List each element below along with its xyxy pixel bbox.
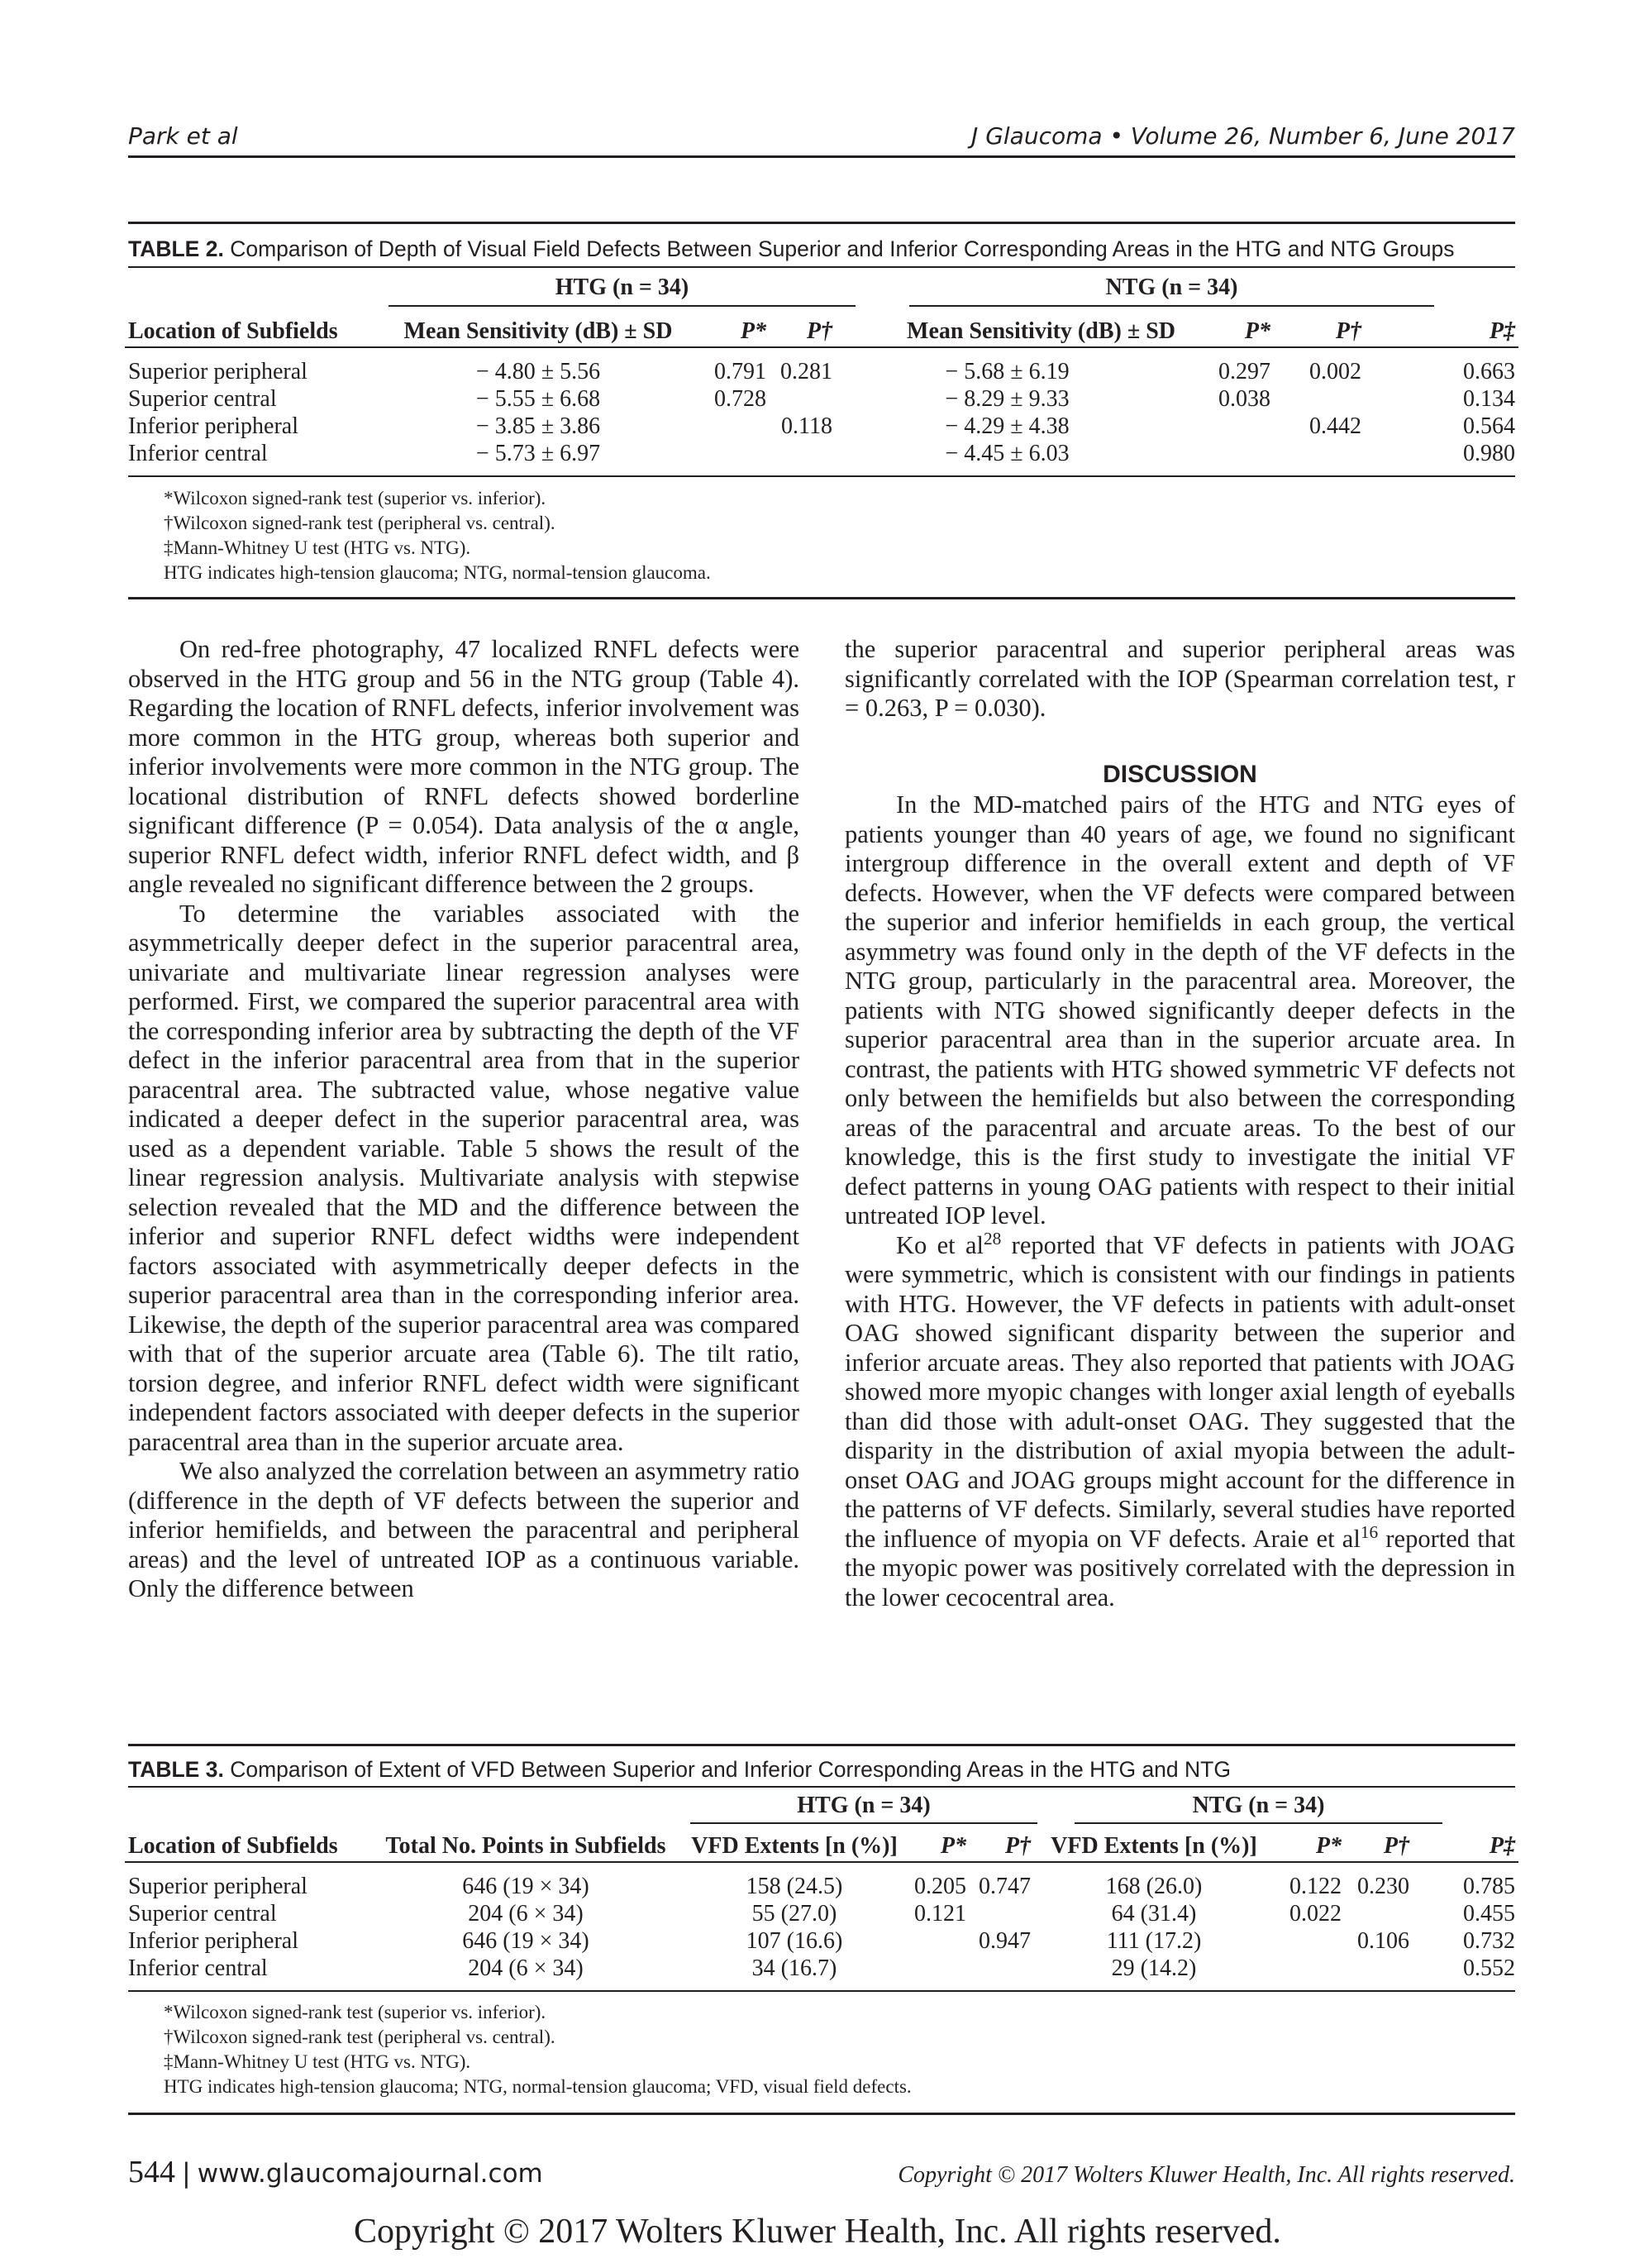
table3-header-p-ddagger: P‡ (1489, 1833, 1515, 1859)
right-column (845, 635, 1515, 1612)
running-head-author: Park et al (128, 122, 238, 150)
table3-header-vfd-ntg: VFD Extents [n (%)] (1051, 1833, 1257, 1859)
table-cell: Inferior peripheral (128, 1928, 298, 1954)
table-cell: − 5.68 ± 6.19 (945, 359, 1070, 384)
table-cell: 0.785 (1463, 1874, 1515, 1899)
table-cell: 204 (6 × 34) (468, 1955, 584, 1981)
table3-caption (128, 1756, 1515, 1783)
table-cell (1179, 413, 1274, 440)
table2-header-location: Location of Subfields (128, 318, 338, 344)
table-cell: 34 (16.7) (751, 1955, 837, 1981)
table2-group-htg: HTG (n = 34) (555, 275, 689, 300)
table-cell: 64 (31.4) (1111, 1901, 1197, 1927)
table2-header-mean-ntg: Mean Sensitivity (dB) ± SD (907, 318, 1175, 344)
text-run: Ko et al (896, 1230, 984, 1259)
table-row (125, 440, 1518, 467)
table2-footnote: †Wilcoxon signed-rank test (peripheral vs. central). (164, 513, 555, 533)
table-cell: 0.205 (914, 1874, 966, 1899)
table-cell: 0.947 (979, 1928, 1031, 1954)
table-cell: 107 (16.6) (746, 1928, 843, 1954)
table-cell: 0.230 (1357, 1874, 1409, 1899)
table-row (125, 1873, 1518, 1900)
table-cell (1274, 385, 1365, 413)
table-cell: 0.747 (979, 1874, 1031, 1899)
table-cell: 0.022 (1289, 1901, 1342, 1927)
table-cell: − 5.55 ± 6.68 (475, 386, 601, 412)
table2-footnote: *Wilcoxon signed-rank test (superior vs. inferior). (164, 488, 546, 509)
table-cell: 0.980 (1463, 441, 1515, 466)
table-cell: Superior peripheral (128, 1874, 307, 1899)
body-paragraph (845, 1228, 1515, 1613)
table-cell (770, 385, 836, 413)
table2-footnote: ‡Mann-Whitney U test (HTG vs. NTG). (164, 537, 471, 558)
page-footer (128, 2154, 543, 2187)
page-number: 544 (128, 2155, 175, 2189)
body-paragraph: On red-free photography, 47 localized RNFL defects were observed in the HTG group and 56 in the NTG group (Table 4). Regarding the location of RNFL defects, inferior involvement was more common in the HTG group, whereas both superior and inferior involvements were more common in the NTG group. The locational distribution of RNFL defects showed borderline significant difference (P = 0.054). Data analysis of the α angle, superior RNFL defect width, inferior RNFL defect width, and β angle revealed no significant difference between the 2 groups. (128, 635, 799, 898)
table-cell (1274, 1955, 1345, 1982)
table-cell: 0.297 (1218, 359, 1270, 384)
table-cell (1274, 440, 1365, 467)
table3-group-htg: HTG (n = 34) (797, 1793, 931, 1818)
table3-label: TABLE 3. (128, 1757, 224, 1782)
table2-header-p-dagger-ntg: P† (1335, 318, 1361, 344)
table2-group-ntg: NTG (n = 34) (1105, 275, 1238, 300)
running-head (128, 122, 1515, 155)
table3-footnotes (164, 2000, 1486, 2099)
table2 (125, 316, 1518, 467)
table-cell (770, 440, 836, 467)
table-cell: 0.118 (781, 413, 832, 439)
table-row (125, 385, 1518, 413)
table2-group-ntg-rule (909, 305, 1434, 307)
section-heading-discussion: DISCUSSION (1103, 760, 1257, 788)
table-cell: − 4.80 ± 5.56 (475, 359, 601, 384)
table-cell: 0.455 (1463, 1901, 1515, 1927)
table-row (125, 1900, 1518, 1927)
table2-caption (128, 236, 1515, 262)
body-paragraph: We also analyzed the correlation between an asymmetry ratio (difference in the depth of VF defects between the superior and inferior hemifields, and between the paracentral and peripheral areas) and the level of untreated IOP as a continuous variable. Only the difference between (128, 1457, 799, 1602)
table-cell: − 4.29 ± 4.38 (945, 413, 1070, 439)
table2-label: TABLE 2. (128, 236, 224, 261)
table2-top-rule (128, 222, 1515, 224)
footer-separator: | (182, 2157, 191, 2189)
table2-caption-text: Comparison of Depth of Visual Field Defects Between Superior and Inferior Corresponding Areas in the HTG and NTG Groups (230, 236, 1455, 261)
table2-body-rule (128, 475, 1515, 477)
table-cell: Superior central (128, 386, 277, 412)
table3-footnote: HTG indicates high-tension glaucoma; NTG, normal-tension glaucoma; VFD, visual field defects. (164, 2076, 912, 2097)
table2-header-p-ddagger: P‡ (1489, 318, 1515, 344)
table2-header-row (125, 316, 1518, 347)
table-cell: 168 (26.0) (1105, 1874, 1203, 1899)
table-cell: 0.281 (780, 359, 832, 384)
table-cell: 0.663 (1463, 359, 1515, 384)
table-cell: 29 (14.2) (1111, 1955, 1197, 1981)
table-cell: Superior central (128, 1901, 277, 1927)
table2-header-p-star-ntg: P* (1244, 318, 1270, 344)
table3-caption-rule (128, 1786, 1515, 1788)
table-cell (1274, 1927, 1345, 1955)
table3-body-rule (128, 1990, 1515, 1992)
table3-footnote: *Wilcoxon signed-rank test (superior vs. inferior). (164, 2002, 546, 2022)
table3-header-location: Location of Subfields (128, 1833, 338, 1859)
table-cell (1179, 440, 1274, 467)
table2-header-p-dagger-htg: P† (806, 318, 832, 344)
table-cell (970, 1900, 1034, 1927)
table-cell (1345, 1900, 1413, 1927)
table-cell: − 8.29 ± 9.33 (945, 386, 1070, 412)
footer-copyright: Copyright © 2017 Wolters Kluwer Health, Inc. All rights reserved. (898, 2162, 1515, 2188)
table3-group-htg-rule (690, 1822, 1037, 1824)
table-cell: 55 (27.0) (751, 1901, 837, 1927)
text-run: reported that the myopic power was positively correlated with the depression in the lower cecocentral area. (845, 1524, 1515, 1611)
bottom-copyright: Copyright © 2017 Wolters Kluwer Health, Inc. All rights reserved. (354, 2213, 1281, 2251)
table-cell: 0.791 (714, 359, 766, 384)
table3-top-rule (128, 1744, 1515, 1746)
table3-group-ntg: NTG (n = 34) (1192, 1793, 1325, 1818)
table3-header-vfd-htg: VFD Extents [n (%)] (691, 1833, 898, 1859)
running-head-journal: J Glaucoma • Volume 26, Number 6, June 2017 (971, 122, 1515, 150)
table-cell: 0.038 (1218, 386, 1270, 412)
table-cell: 0.564 (1463, 413, 1515, 439)
table3-header-p-dagger-htg: P† (1004, 1833, 1031, 1859)
table3-header-p-star-htg: P* (940, 1833, 966, 1859)
table2-footnotes (164, 486, 1486, 585)
table-cell: 0.121 (914, 1901, 966, 1927)
table-cell: 0.552 (1463, 1955, 1515, 1981)
table3-caption-text: Comparison of Extent of VFD Between Superior and Inferior Corresponding Areas in the HTG and NTG (230, 1757, 1231, 1782)
header-rule (128, 155, 1515, 158)
table-cell: 0.728 (714, 386, 766, 412)
table-cell (902, 1927, 970, 1955)
table-cell: 646 (19 × 34) (462, 1874, 589, 1899)
table-cell: Inferior peripheral (128, 413, 298, 439)
body-paragraph: In the MD-matched pairs of the HTG and NTG eyes of patients younger than 40 years of age, we found no significant intergroup difference in the overall extent and depth of VF defects. However, when the VF defects were compared between the superior and inferior hemifields in each group, the vertical asymmetry was found only in the depth of the VF defects in the NTG group, particularly in the paracentral area. Moreover, the patients with NTG showed significantly deeper defects in the superior paracentral area than in the superior arcuate area. In contrast, the patients with HTG showed symmetric VF defects not only between the hemifields but also between the corresponding areas of the paracentral and arcuate areas. To the best of our knowledge, this is the first study to investigate the initial VF defect patterns in young OAG patients with respect to their initial untreated IOP level. (845, 790, 1515, 1229)
table-cell: 0.732 (1463, 1928, 1515, 1954)
table-cell: Inferior central (128, 1955, 268, 1981)
table-cell: 204 (6 × 34) (468, 1901, 584, 1927)
table3-footnote: †Wilcoxon signed-rank test (peripheral vs. central). (164, 2027, 555, 2047)
table-cell: − 5.73 ± 6.97 (475, 441, 601, 466)
table-cell: 646 (19 × 34) (462, 1928, 589, 1954)
table3 (125, 1831, 1518, 1982)
table-row (125, 1955, 1518, 1982)
table-cell (970, 1955, 1034, 1982)
table-cell: 0.442 (1309, 413, 1361, 439)
table-cell: 111 (17.2) (1106, 1928, 1202, 1954)
table-row (125, 1927, 1518, 1955)
table2-header-mean-htg: Mean Sensitivity (dB) ± SD (403, 318, 673, 344)
table-cell: Superior peripheral (128, 359, 307, 384)
table-cell: 0.002 (1309, 359, 1361, 384)
table-cell: 0.122 (1289, 1874, 1342, 1899)
table2-group-htg-rule (388, 305, 856, 307)
table3-header-total-points: Total No. Points in Subfields (385, 1833, 666, 1859)
citation-28: 28 (983, 1228, 1002, 1249)
table3-header-p-star-ntg: P* (1315, 1833, 1342, 1859)
table2-caption-rule (128, 266, 1515, 268)
table3-bottom-rule (128, 2113, 1515, 2115)
left-column (128, 635, 799, 1604)
table-cell (1345, 1955, 1413, 1982)
table-row (125, 358, 1518, 385)
table-cell: − 4.45 ± 6.03 (945, 441, 1070, 466)
table-cell: 0.134 (1463, 386, 1515, 412)
table-cell: 0.106 (1357, 1928, 1409, 1954)
table3-group-ntg-rule (1075, 1822, 1442, 1824)
text-run: reported that VF defects in patients with JOAG were symmetric, which is consistent with our findings in patients with HTG. However, the VF defects in patients with adult-onset OAG showed significant disparity between the superior and inferior arcuate areas. They also reported that patients with JOAG showed more myopic changes with longer axial length of eyeballs than did those with adult-onset OAG. They suggested that the disparity in the distribution of axial myopia between the adult-onset OAG and JOAG groups might account for the difference in the patterns of VF defects. Similarly, several studies have reported the influence of myopia on VF defects. Araie et al (845, 1230, 1515, 1553)
journal-url-link[interactable]: www.glaucomajournal.com (197, 2159, 543, 2189)
table3-footnote: ‡Mann-Whitney U test (HTG vs. NTG). (164, 2051, 471, 2072)
table-cell: − 3.85 ± 3.86 (475, 413, 601, 439)
table-cell (902, 1955, 970, 1982)
table3-header-p-dagger-ntg: P† (1383, 1833, 1409, 1859)
table-row (125, 413, 1518, 440)
table2-header-p-star-htg: P* (740, 318, 766, 344)
body-paragraph: To determine the variables associated with the asymmetrically deeper defect in the superior paracentral area, univariate and multivariate linear regression analyses were performed. First, we compared the superior paracentral area with the corresponding inferior area by subtracting the depth of the VF defect in the inferior paracentral area from that in the superior paracentral area. The subtracted value, whose negative value indicated a deeper defect in the superior paracentral area, was used as a dependent variable. Table 5 shows the result of the linear regression analysis. Multivariate analysis with stepwise selection revealed that the MD and the difference between the inferior and superior RNFL defect widths were independent factors associated with asymmetrically deeper defects in the superior paracentral area than in the corresponding inferior area. Likewise, the depth of the superior paracentral area was compared with that of the superior arcuate area (Table 6). The tilt ratio, torsion degree, and inferior RNFL defect width were significant independent factors associated with deeper defects in the superior paracentral area than in the superior arcuate area. (128, 899, 799, 1456)
body-paragraph: the superior paracentral and superior peripheral areas was significantly correlated with the IOP (Spearman correlation test, r = 0.263, P = 0.030). (845, 635, 1515, 722)
table-cell: 158 (24.5) (746, 1874, 843, 1899)
table2-footnote: HTG indicates high-tension glaucoma; NTG, normal-tension glaucoma. (164, 562, 711, 583)
table2-bottom-rule (128, 597, 1515, 599)
table-cell (691, 413, 770, 440)
table-cell (691, 440, 770, 467)
table-cell: Inferior central (128, 441, 268, 466)
table3-header-row (125, 1831, 1518, 1862)
citation-16: 16 (1360, 1521, 1379, 1542)
